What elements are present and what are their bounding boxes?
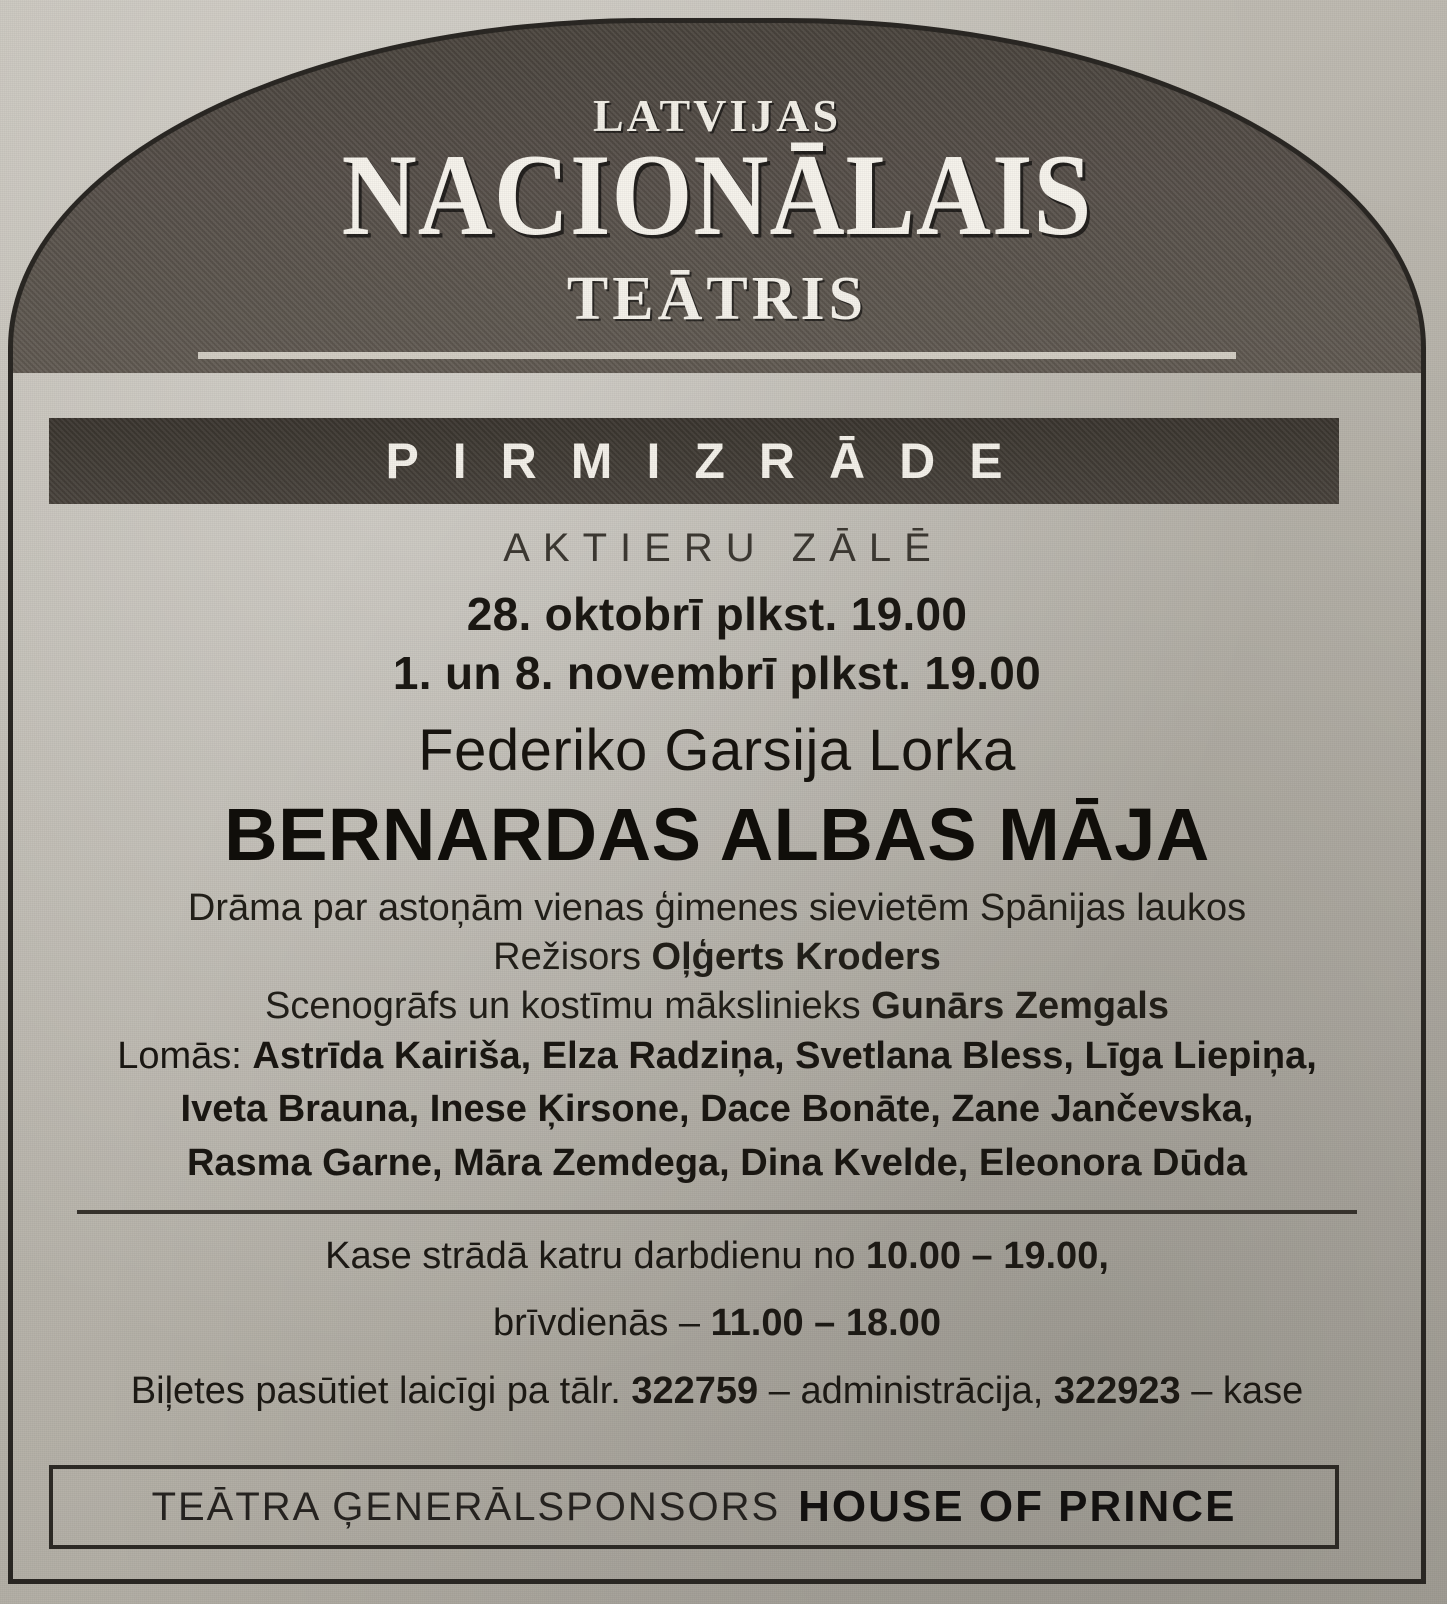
box-office-line-1 — [13, 1232, 1421, 1281]
director-label: Režisors — [493, 935, 652, 978]
theatre-name-line-3: TEĀTRIS — [566, 265, 868, 333]
cast-names-1: Astrīda Kairiša, Elza Radziņa, Svetlana Bless, Līga Liepiņa, — [252, 1034, 1317, 1077]
designer-credit — [13, 985, 1421, 1028]
premiere-banner — [49, 418, 1339, 504]
performance-details — [13, 526, 1421, 1416]
designer-label: Scenogrāfs un kostīmu mākslinieks — [265, 984, 872, 1027]
box-office-weekend-label: brīvdienās – — [493, 1302, 711, 1345]
sponsor-box — [49, 1465, 1339, 1549]
section-divider — [77, 1210, 1357, 1214]
advertisement-body-frame — [8, 366, 1426, 1584]
premiere-banner-label: PIRMIZRĀDE — [385, 433, 1037, 489]
box-office-weekend-hours: 11.00 – 18.00 — [710, 1302, 941, 1345]
box-office-line-2 — [13, 1299, 1421, 1348]
showtime-line-1: 28. oktobrī plkst. 19.00 — [466, 588, 968, 640]
box-office-weekday-label: Kase strādā katru darbdienu no — [325, 1234, 866, 1277]
director-name: Oļģerts Kroders — [651, 935, 941, 978]
play-author: Federiko Garsija Lorka — [418, 717, 1016, 783]
cast-line-3 — [13, 1139, 1421, 1188]
sponsor-label: TEĀTRA ĢENERĀLSPONSORS — [151, 1484, 781, 1529]
cast-line-2 — [13, 1085, 1421, 1134]
cast-names-3: Rasma Garne, Māra Zemdega, Dina Kvelde, Eleonora Dūda — [186, 1141, 1248, 1184]
venue-label: AKTIERU ZĀLĒ — [503, 526, 944, 570]
play-title: BERNARDAS ALBAS MĀJA — [224, 792, 1210, 876]
logo-divider-rule — [198, 352, 1236, 359]
theatre-name-line-2: NACIONĀLAIS — [341, 131, 1093, 260]
director-credit — [13, 936, 1421, 979]
play-subtitle: Drāma par astoņām vienas ģimenes sievietēm Spānijas laukos — [187, 886, 1247, 929]
showtime-line-2: 1. un 8. novembrī plkst. 19.00 — [392, 646, 1042, 699]
phone-administration: 322759 — [631, 1369, 759, 1412]
phone-box-office: 322923 — [1053, 1369, 1181, 1412]
box-office-line-3 — [13, 1367, 1421, 1416]
designer-name: Gunārs Zemgals — [871, 984, 1169, 1027]
theatre-name-line-1: LATVIJAS — [592, 90, 842, 141]
ticket-order-label: Biļetes pasūtiet laicīgi pa tālr. — [130, 1369, 632, 1412]
sponsor-name: HOUSE OF PRINCE — [798, 1482, 1237, 1531]
cast-line-1 — [13, 1032, 1421, 1081]
box-office-weekday-hours: 10.00 – 19.00, — [865, 1234, 1109, 1277]
phone-box-office-label: – kase — [1180, 1369, 1304, 1412]
cast-label: Lomās: — [117, 1034, 253, 1077]
theatre-logo-arch — [8, 18, 1426, 373]
phone-administration-label: – administrācija, — [758, 1369, 1054, 1412]
cast-names-2: Iveta Brauna, Inese Ķirsone, Dace Bonāte, Zane Jančevska, — [180, 1088, 1254, 1131]
